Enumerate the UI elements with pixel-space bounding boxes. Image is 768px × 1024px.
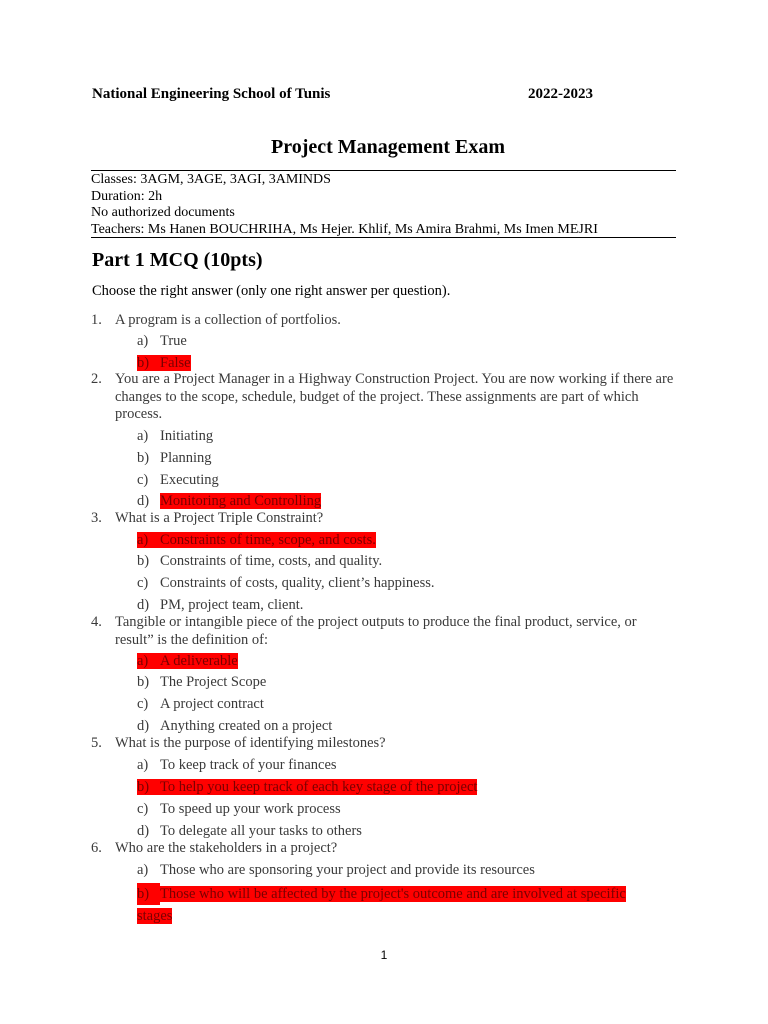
option-5c <box>137 801 341 819</box>
option-text: Anything created on a project <box>160 718 333 734</box>
option-text: To help you keep track of each key stage of the project <box>160 779 478 795</box>
question-4 <box>91 614 676 649</box>
question-text: You are a Project Manager in a Highway Construction Project. You are now working if there are changes to the scope, schedule, budget of the project. These assignments are part of which process. <box>115 371 674 422</box>
option-6a <box>137 862 535 880</box>
option-letter: b) <box>137 779 150 795</box>
option-text: PM, project team, client. <box>160 597 304 613</box>
option-text: Constraints of time, costs, and quality. <box>160 553 383 569</box>
question-number: 1. <box>91 312 102 328</box>
option-letter: b) <box>137 883 160 905</box>
option-letter: d) <box>137 597 150 613</box>
question-text: A program is a collection of portfolios. <box>115 312 341 328</box>
option-3a-answer <box>137 532 376 550</box>
academic-year: 2022-2023 <box>528 86 593 102</box>
page-number: 1 <box>380 948 388 962</box>
question-number: 2. <box>91 371 102 387</box>
option-text: Constraints of time, scope, and costs. <box>160 532 376 548</box>
option-2b <box>137 450 212 468</box>
option-letter: c) <box>137 696 149 712</box>
option-4b <box>137 674 266 692</box>
exam-info <box>91 172 598 238</box>
option-5d <box>137 823 362 841</box>
question-5 <box>91 735 676 753</box>
option-1b-answer <box>137 355 191 373</box>
option-1a <box>137 333 187 351</box>
option-text: Those who are sponsoring your project and provide its resources <box>160 862 535 878</box>
option-letter: a) <box>137 757 149 773</box>
duration-line: Duration: 2h <box>91 188 163 204</box>
question-text: Who are the stakeholders in a project? <box>115 840 338 856</box>
part-title: Part 1 MCQ (10pts) <box>92 249 263 271</box>
option-letter: c) <box>137 575 149 591</box>
option-text: To delegate all your tasks to others <box>160 823 362 839</box>
option-text: True <box>160 333 187 349</box>
option-text: Initiating <box>160 428 214 444</box>
option-text: False <box>160 355 191 371</box>
school-name: National Engineering School of Tunis <box>92 86 331 102</box>
option-letter: b) <box>137 553 150 569</box>
question-number: 5. <box>91 735 102 751</box>
option-4a-answer <box>137 653 238 671</box>
option-text: Those who will be affected by the project's outcome and are involved at specific stages <box>137 886 626 924</box>
option-3b <box>137 553 382 571</box>
question-text: What is a Project Triple Constraint? <box>115 510 324 526</box>
option-text: To speed up your work process <box>160 801 341 817</box>
bottom-divider <box>91 237 676 238</box>
option-letter: a) <box>137 532 149 548</box>
question-text: What is the purpose of identifying milestones? <box>115 735 386 751</box>
option-text: Constraints of costs, quality, client’s happiness. <box>160 575 435 591</box>
question-number: 6. <box>91 840 102 856</box>
option-5b-answer <box>137 779 477 797</box>
question-number: 4. <box>91 614 102 630</box>
question-3 <box>91 510 676 528</box>
option-6b-answer <box>137 883 662 927</box>
option-letter: d) <box>137 493 150 509</box>
option-text: Executing <box>160 472 219 488</box>
documents-line: No authorized documents <box>91 205 235 220</box>
option-text: Planning <box>160 450 212 466</box>
option-3c <box>137 575 435 593</box>
option-letter: b) <box>137 450 150 466</box>
option-2a <box>137 428 213 446</box>
option-letter: b) <box>137 355 150 371</box>
question-2 <box>91 371 676 424</box>
question-1 <box>91 312 676 330</box>
instructions: Choose the right answer (only one right answer per question). <box>92 283 451 299</box>
teachers-line: Teachers: Ms Hanen BOUCHRIHA, Ms Hejer. Khlif, Ms Amira Brahmi, Ms Imen MEJRI <box>91 221 598 237</box>
option-text: A project contract <box>160 696 264 712</box>
option-2c <box>137 472 219 490</box>
question-6 <box>91 840 676 858</box>
question-number: 3. <box>91 510 102 526</box>
option-letter: a) <box>137 653 149 669</box>
exam-title: Project Management Exam <box>270 136 505 158</box>
option-3d <box>137 597 303 615</box>
option-5a <box>137 757 337 775</box>
option-4d <box>137 718 332 736</box>
option-letter: c) <box>137 472 149 488</box>
top-divider <box>91 170 676 171</box>
option-text: To keep track of your finances <box>160 757 337 773</box>
option-letter: d) <box>137 823 150 839</box>
option-letter: b) <box>137 674 150 690</box>
option-4c <box>137 696 264 714</box>
classes-line: Classes: 3AGM, 3AGE, 3AGI, 3AMINDS <box>91 172 331 187</box>
option-letter: d) <box>137 718 150 734</box>
option-letter: c) <box>137 801 149 817</box>
option-2d-answer <box>137 493 321 511</box>
option-letter: a) <box>137 428 149 444</box>
question-text: Tangible or intangible piece of the project outputs to produce the final product, service, or result” is the definition of: <box>115 614 637 648</box>
option-text: Monitoring and Controlling <box>160 493 322 509</box>
option-text: A deliverable <box>160 653 238 669</box>
option-letter: a) <box>137 333 149 349</box>
option-text: The Project Scope <box>160 674 267 690</box>
option-letter: a) <box>137 862 149 878</box>
